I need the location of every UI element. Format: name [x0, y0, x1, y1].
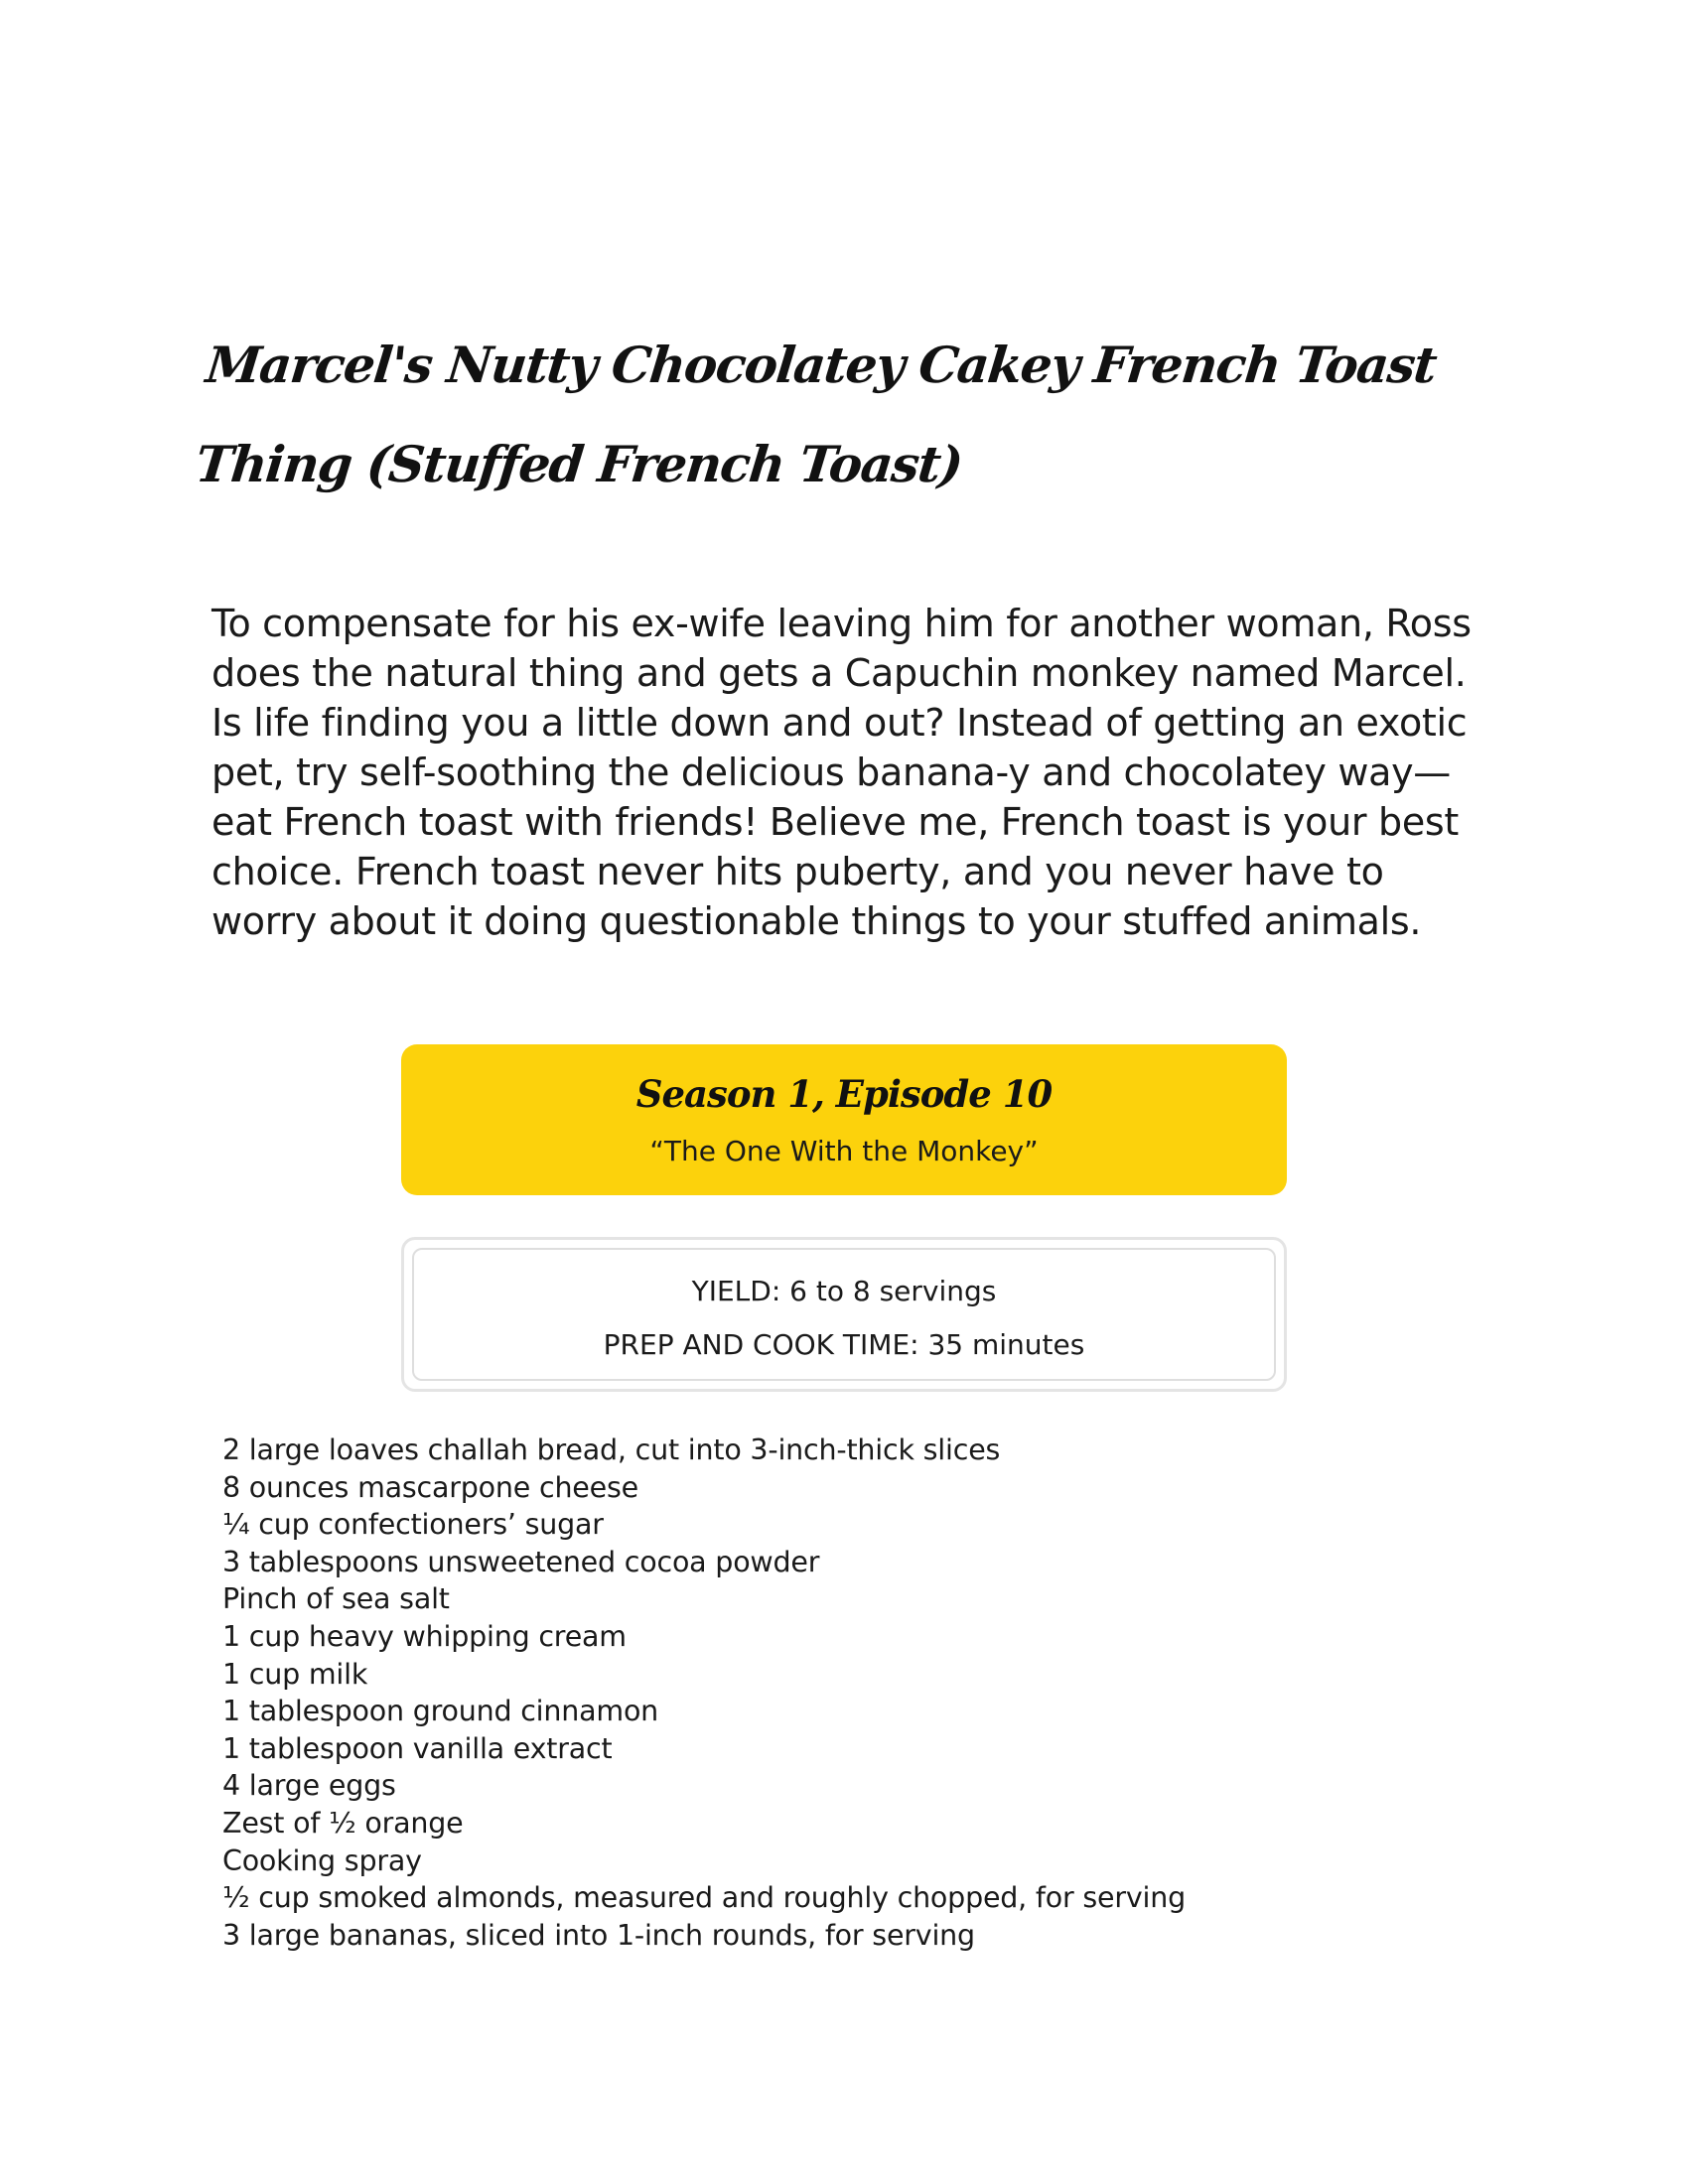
ingredient-item: 1 cup milk — [222, 1657, 368, 1691]
ingredient-item: 3 large bananas, sliced into 1-inch rounds, for serving — [222, 1918, 975, 1952]
ingredient-item: 1 cup heavy whipping cream — [222, 1619, 627, 1653]
ingredient-item: 1 tablespoon ground cinnamon — [222, 1695, 659, 1728]
episode-label: Season 1, Episode 10 — [635, 1072, 1053, 1116]
ingredient-item: ½ cup smoked almonds, measured and roughly chopped, for serving — [222, 1881, 1186, 1915]
recipe-info-inner — [412, 1248, 1276, 1381]
prep-time-text: PREP AND COOK TIME: 35 minutes — [603, 1328, 1085, 1361]
yield-text: YIELD: 6 to 8 servings — [691, 1275, 997, 1307]
recipe-info-box — [401, 1237, 1287, 1392]
recipe-title: Marcel's Nutty Chocolatey Cakey French Toast Thing (Stuffed French Toast) — [193, 336, 1439, 493]
recipe-intro: To compensate for his ex-wife leaving him for another woman, Ross does the natural thing and gets a Capuchin monkey named Marcel. Is life finding you a little down and out? Instead of getting an exotic pet, try self-soothing the delicious banana-y and chocolatey way—eat French toast with friends! Believe me, French toast is your best choice. French toast never hits puberty, and you never have to worry about it doing questionable things to your stuffed animals. — [211, 602, 1472, 943]
ingredient-item: 4 large eggs — [222, 1769, 396, 1803]
ingredient-item: ¼ cup confectioners’ sugar — [222, 1508, 604, 1542]
ingredient-item: 8 ounces mascarpone cheese — [222, 1470, 638, 1504]
ingredient-item: Zest of ½ orange — [222, 1806, 464, 1840]
episode-callout — [401, 1044, 1287, 1195]
ingredient-item: 2 large loaves challah bread, cut into 3-inch-thick slices — [222, 1433, 1001, 1466]
episode-name: “The One With the Monkey” — [649, 1135, 1039, 1167]
ingredient-list — [222, 1432, 1513, 1954]
ingredient-item: 3 tablespoons unsweetened cocoa powder — [222, 1545, 820, 1578]
ingredient-item: 1 tablespoon vanilla extract — [222, 1731, 613, 1765]
ingredient-item: Pinch of sea salt — [222, 1582, 450, 1616]
ingredient-item: Cooking spray — [222, 1843, 422, 1877]
